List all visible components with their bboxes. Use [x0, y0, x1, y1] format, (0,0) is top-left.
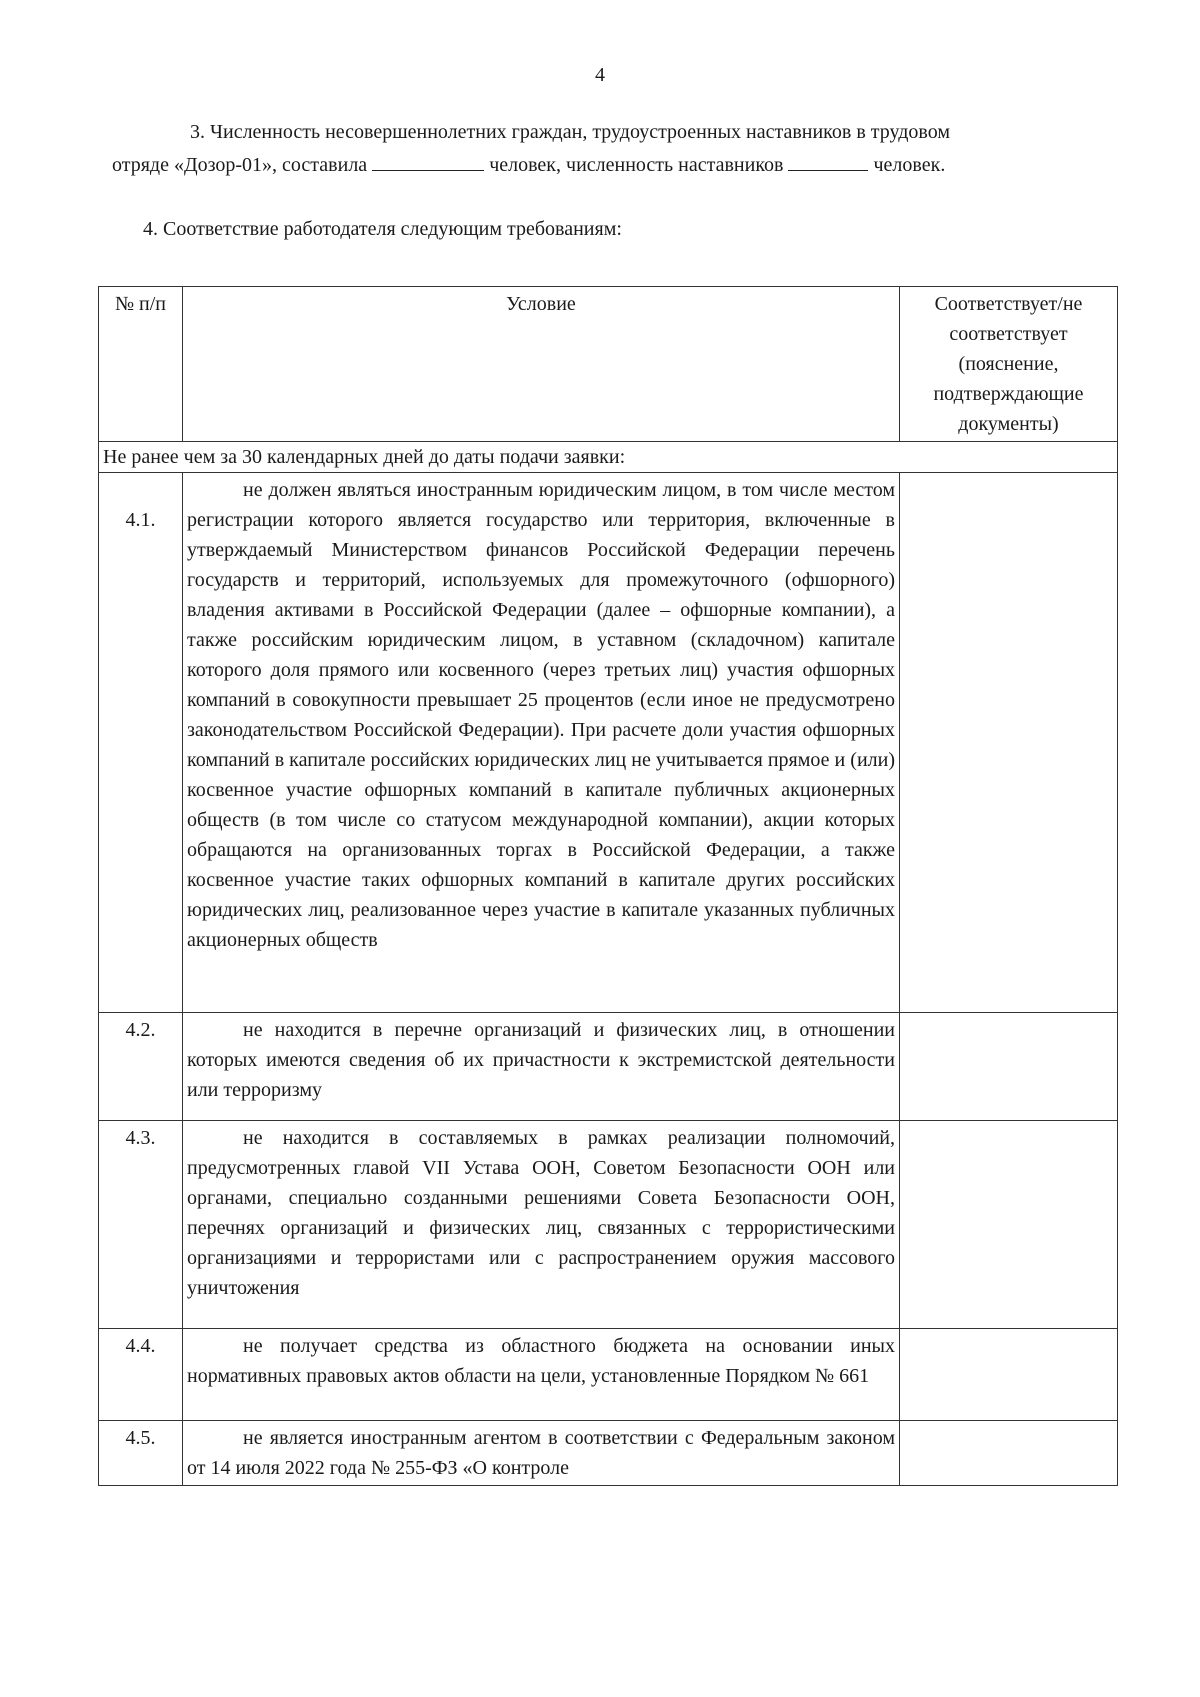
header-condition: Условие: [183, 287, 900, 442]
minors-count-blank[interactable]: [372, 152, 484, 171]
row-text: не находится в перечне организаций и физических лиц, в отношении которых имеются сведения об их причастности к экстремистской деятельности или терроризму: [183, 1013, 900, 1121]
page-number: 4: [595, 64, 605, 86]
header-num: № п/п: [99, 287, 183, 442]
row-compliance[interactable]: [900, 1013, 1118, 1121]
row-text: не является иностранным агентом в соответствии с Федеральным законом от 14 июля 2022 года № 255-ФЗ «О контроле: [183, 1421, 900, 1486]
mentors-count-blank[interactable]: [788, 152, 868, 171]
header-compliance: Соответствует/не соответствует (пояснение, подтверждающие документы): [900, 287, 1118, 442]
row-text: не получает средства из областного бюджета на основании иных нормативных правовых актов области на цели, установленные Порядком № 661: [183, 1329, 900, 1421]
row-num: 4.2.: [99, 1013, 183, 1121]
row-compliance[interactable]: [900, 473, 1118, 1013]
paragraph-3-line-2b: человек, численность наставников: [489, 154, 784, 176]
table-row: [99, 1421, 1118, 1486]
row-text: не находится в составляемых в рамках реализации полномочий, предусмотренных главой VII Устава ООН, Советом Безопасности ООН или органами, специально созданными решениями Совета Безопасности ООН, перечнях организаций и физических лиц, связанных с террористическими организациями и террористами или с распространением оружия массового уничтожения: [183, 1121, 900, 1329]
table-row: [99, 473, 1118, 1013]
table-row: [99, 1013, 1118, 1121]
requirements-table: [98, 286, 1118, 1486]
section-row: [99, 442, 1118, 473]
row-compliance[interactable]: [900, 1329, 1118, 1421]
paragraph-3-line-1: 3. Численность несовершеннолетних граждан, трудоустроенных наставников в трудовом: [190, 121, 950, 143]
row-num: 4.4.: [99, 1329, 183, 1421]
table-header-row: [99, 287, 1118, 442]
paragraph-4: 4. Соответствие работодателя следующим требованиям:: [143, 218, 622, 240]
table-row: [99, 1121, 1118, 1329]
paragraph-3-line-2c: человек.: [873, 154, 946, 176]
paragraph-3: [112, 116, 1112, 182]
row-num: 4.5.: [99, 1421, 183, 1486]
row-num: 4.3.: [99, 1121, 183, 1329]
row-num: 4.1.: [99, 473, 183, 1013]
row-text: не должен являться иностранным юридическим лицом, в том числе местом регистрации которого является государство или территория, включенные в утверждаемый Министерством финансов Российской Федерации перечень государств и территорий, используемых для промежуточного (офшорного) владения активами в Российской Федерации (далее – офшорные компании), а также российским юридическим лицом, в уставном (складочном) капитале которого доля прямого или косвенного (через третьих лиц) участия офшорных компаний в совокупности превышает 25 процентов (если иное не предусмотрено законодательством Российской Федерации). При расчете доли участия офшорных компаний в капитале российских юридических лиц не учитывается прямое и (или) косвенное участие офшорных компаний в капитале публичных акционерных обществ (в том числе со статусом международной компании), акции которых обращаются на организованных торгах в Российской Федерации, а также косвенное участие таких офшорных компаний в капитале других российских юридических лиц, реализованное через участие в капитале указанных публичных акционерных обществ: [183, 473, 900, 1013]
table-row: [99, 1329, 1118, 1421]
paragraph-3-line-2a: отряде «Дозор-01», составила: [112, 154, 368, 176]
section-title: Не ранее чем за 30 календарных дней до даты подачи заявки:: [99, 442, 1118, 473]
row-compliance[interactable]: [900, 1121, 1118, 1329]
row-compliance[interactable]: [900, 1421, 1118, 1486]
